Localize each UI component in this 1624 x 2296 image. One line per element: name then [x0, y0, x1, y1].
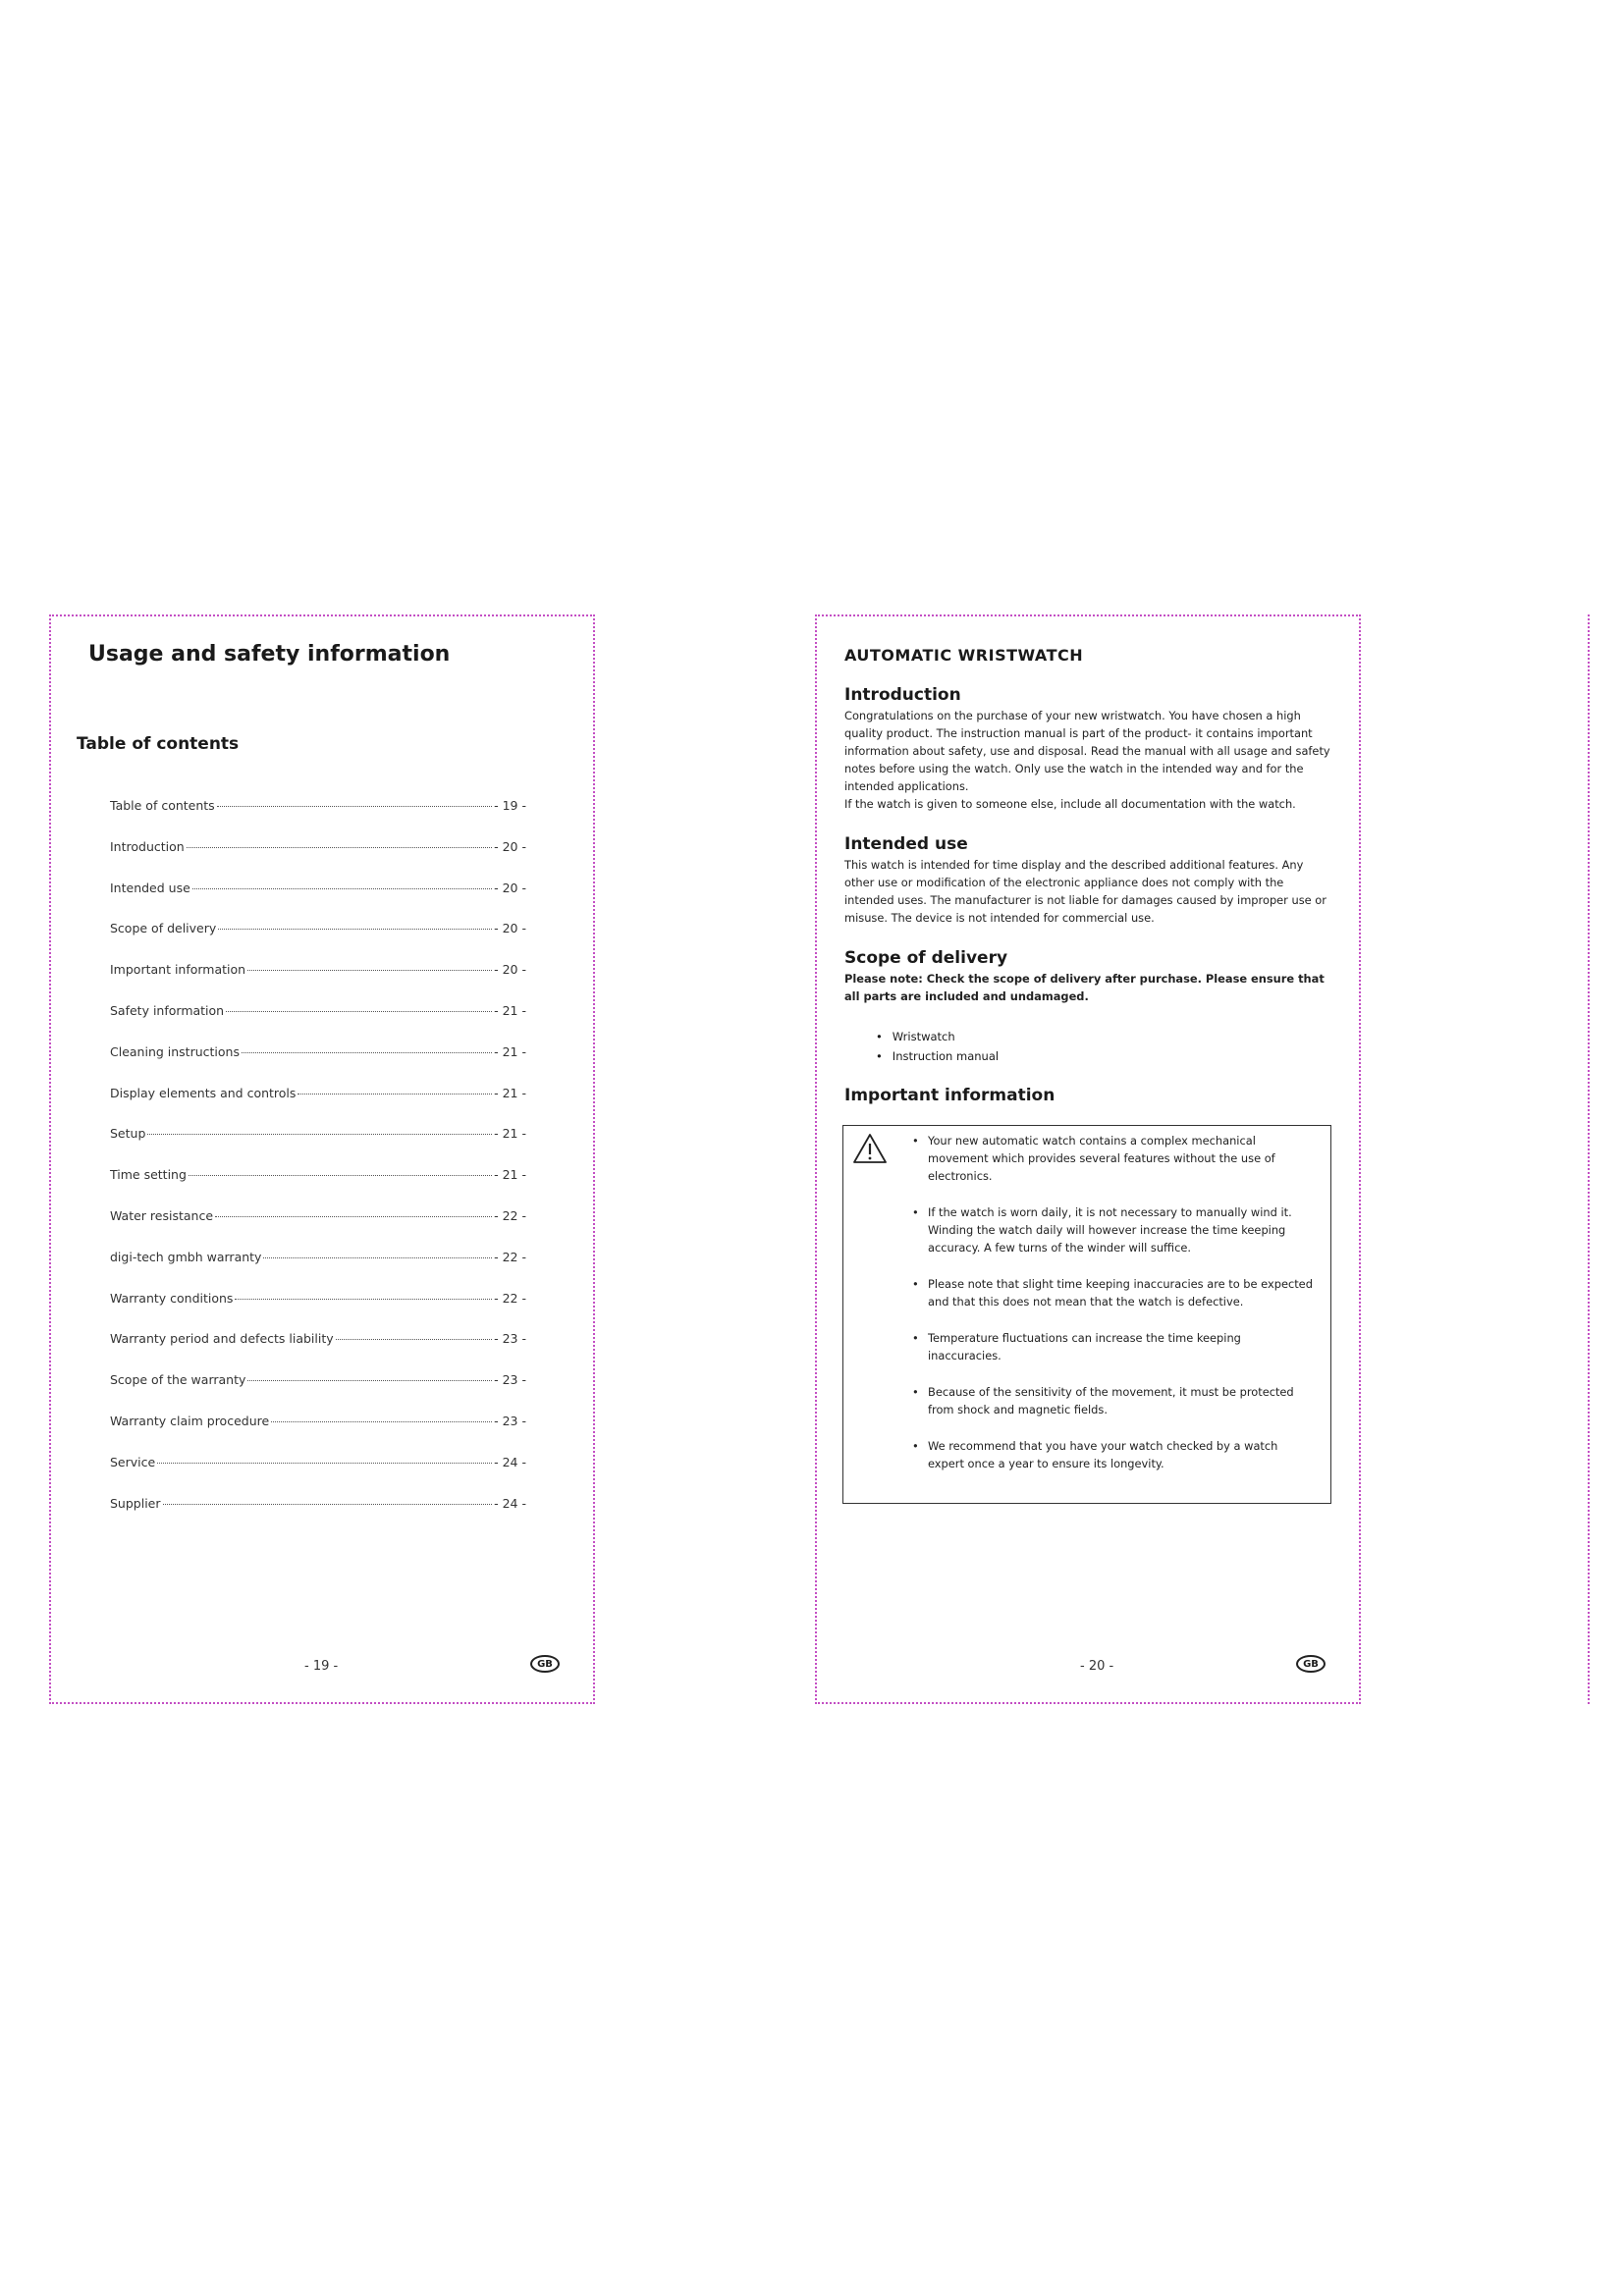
- toc-entry-label: Scope of delivery: [110, 921, 217, 936]
- toc-leader-dots: [215, 1216, 492, 1217]
- document-title: AUTOMATIC WRISTWATCH: [844, 646, 1084, 665]
- language-badge: GB: [530, 1655, 560, 1673]
- toc-entry-label: Warranty period and defects liability: [110, 1331, 334, 1347]
- toc-entry-page: - 20 -: [494, 880, 526, 895]
- toc-entry[interactable]: [110, 1414, 526, 1455]
- toc-leader-dots: [157, 1463, 492, 1464]
- toc-leader-dots: [147, 1134, 492, 1135]
- toc-entry[interactable]: [110, 1496, 526, 1537]
- toc-leader-dots: [192, 888, 492, 889]
- toc-entry-label: Cleaning instructions: [110, 1043, 240, 1059]
- toc-entry-label: Warranty claim procedure: [110, 1413, 270, 1428]
- toc-entry-page: - 21 -: [494, 1043, 526, 1059]
- important-information-heading: Important information: [844, 1086, 1056, 1105]
- toc-leader-dots: [217, 806, 492, 807]
- list-item: • Temperature fluctuations can increase the time keeping inaccuracies.: [912, 1329, 1315, 1364]
- toc-entry-label: Safety information: [110, 1002, 225, 1018]
- toc-entry-label: Time setting: [110, 1167, 187, 1183]
- language-badge: GB: [1296, 1655, 1326, 1673]
- toc-entry-page: - 21 -: [494, 1167, 526, 1183]
- toc-heading: Table of contents: [77, 734, 240, 754]
- toc-entry-label: Warranty conditions: [110, 1290, 234, 1306]
- toc-entry-label: Scope of the warranty: [110, 1372, 246, 1388]
- toc-leader-dots: [263, 1257, 492, 1258]
- left-page: [49, 614, 595, 1704]
- toc-entry-label: Table of contents: [110, 798, 215, 813]
- intended-use-heading: Intended use: [844, 834, 968, 854]
- toc-leader-dots: [247, 970, 492, 971]
- toc-entry[interactable]: [110, 1372, 526, 1414]
- list-item: • Wristwatch: [876, 1027, 999, 1046]
- introduction-text: Congratulations on the purchase of your new wristwatch. You have chosen a high quality product. The instruction manual is part of the product- it contains important information about safety, use and disposal. Read the manual with all usage and safety notes before using the watch. Only use the watch in the intended way and for the intended applications.: [844, 709, 1330, 793]
- toc-leader-dots: [271, 1421, 492, 1422]
- toc-leader-dots: [242, 1052, 492, 1053]
- toc-entry-label: Display elements and controls: [110, 1085, 297, 1100]
- toc-entry[interactable]: [110, 1250, 526, 1291]
- toc-entry-page: - 22 -: [494, 1249, 526, 1264]
- toc-leader-dots: [163, 1504, 493, 1505]
- toc-entry-label: digi-tech gmbh warranty: [110, 1249, 262, 1264]
- warning-triangle-icon: [851, 1132, 889, 1165]
- toc-entry-page: - 22 -: [494, 1290, 526, 1306]
- scope-of-delivery-list: [876, 1027, 999, 1066]
- toc-entry-label: Intended use: [110, 880, 190, 895]
- toc-entry-page: - 21 -: [494, 1002, 526, 1018]
- toc-entry-page: - 24 -: [494, 1495, 526, 1511]
- list-item: • Your new automatic watch contains a complex mechanical movement which provides several features without the use of electronics.: [912, 1132, 1315, 1185]
- scope-of-delivery-note: Please note: Check the scope of delivery after purchase. Please ensure that all parts are included and undamaged.: [844, 972, 1325, 1003]
- toc-leader-dots: [226, 1011, 492, 1012]
- toc-entry-label: Service: [110, 1454, 156, 1469]
- toc-entry-label: Important information: [110, 962, 246, 978]
- list-item: • Please note that slight time keeping inaccuracies are to be expected and that this does not mean that the watch is defective.: [912, 1275, 1315, 1310]
- toc-entry-label: Setup: [110, 1126, 146, 1142]
- list-item: • If the watch is worn daily, it is not necessary to manually wind it. Winding the watch daily will however increase the time keeping accuracy. A few turns of the winder will suffice.: [912, 1203, 1315, 1256]
- toc-entry[interactable]: [110, 1086, 526, 1127]
- toc-leader-dots: [235, 1299, 492, 1300]
- page-number: - 20 -: [1080, 1659, 1114, 1674]
- list-item: • We recommend that you have your watch checked by a watch expert once a year to ensure its longevity.: [912, 1437, 1315, 1472]
- toc-entry-label: Water resistance: [110, 1207, 214, 1223]
- important-information-list: [912, 1132, 1315, 1491]
- toc-entry-page: - 21 -: [494, 1085, 526, 1100]
- table-of-contents: [110, 798, 526, 1536]
- toc-entry-page: - 23 -: [494, 1331, 526, 1347]
- toc-entry[interactable]: [110, 881, 526, 922]
- list-item: • Instruction manual: [876, 1046, 999, 1066]
- toc-entry[interactable]: [110, 962, 526, 1003]
- page-title: Usage and safety information: [88, 642, 451, 667]
- toc-entry-page: - 24 -: [494, 1454, 526, 1469]
- toc-entry[interactable]: [110, 1208, 526, 1250]
- right-page: [815, 614, 1361, 1704]
- toc-leader-dots: [336, 1339, 492, 1340]
- toc-leader-dots: [189, 1175, 492, 1176]
- adjacent-page-edge: [1588, 614, 1590, 1704]
- toc-leader-dots: [247, 1380, 492, 1381]
- toc-entry-page: - 20 -: [494, 838, 526, 854]
- toc-entry-label: Supplier: [110, 1495, 161, 1511]
- toc-entry-page: - 20 -: [494, 962, 526, 978]
- toc-entry[interactable]: [110, 1455, 526, 1496]
- introduction-heading: Introduction: [844, 685, 961, 705]
- toc-entry[interactable]: [110, 1167, 526, 1208]
- toc-entry[interactable]: [110, 798, 526, 839]
- toc-entry-page: - 21 -: [494, 1126, 526, 1142]
- list-item: • Because of the sensitivity of the movement, it must be protected from shock and magnetic fields.: [912, 1383, 1315, 1418]
- toc-entry-page: - 20 -: [494, 921, 526, 936]
- page-number: - 19 -: [304, 1659, 339, 1674]
- toc-entry[interactable]: [110, 1044, 526, 1086]
- toc-entry-page: - 22 -: [494, 1207, 526, 1223]
- toc-entry[interactable]: [110, 1126, 526, 1167]
- toc-entry-page: - 23 -: [494, 1413, 526, 1428]
- toc-entry[interactable]: [110, 1291, 526, 1332]
- toc-entry[interactable]: [110, 839, 526, 881]
- toc-entry[interactable]: [110, 921, 526, 962]
- important-information-box: [842, 1125, 1331, 1504]
- intended-use-text: This watch is intended for time display and the described additional features. Any other use or modification of the electronic appliance does not comply with the intended uses. The manufacturer is not liable for damages caused by improper use or misuse. The device is not intended for commercial use.: [844, 858, 1326, 925]
- toc-entry[interactable]: [110, 1331, 526, 1372]
- toc-leader-dots: [218, 929, 492, 930]
- toc-entry-page: - 23 -: [494, 1372, 526, 1388]
- toc-entry[interactable]: [110, 1003, 526, 1044]
- toc-leader-dots: [298, 1094, 492, 1095]
- scope-of-delivery-heading: Scope of delivery: [844, 948, 1008, 968]
- toc-entry-label: Introduction: [110, 838, 185, 854]
- toc-entry-page: - 19 -: [494, 798, 526, 813]
- introduction-text-2: If the watch is given to someone else, include all documentation with the watch.: [844, 797, 1296, 811]
- toc-leader-dots: [187, 847, 492, 848]
